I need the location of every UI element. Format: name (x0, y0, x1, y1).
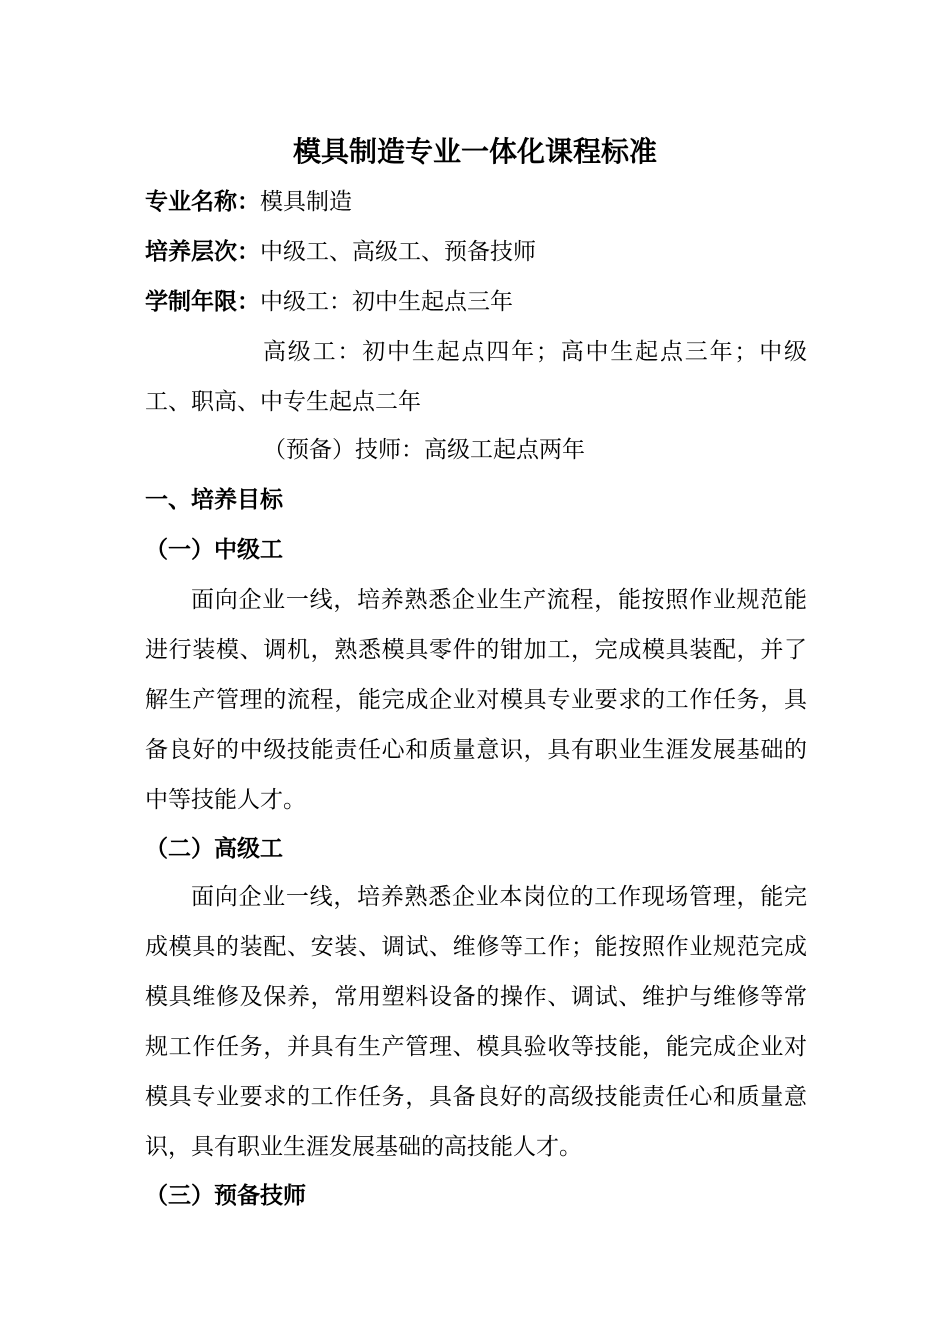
duration-line3: （预备）技师：高级工起点两年 (263, 437, 585, 463)
duration-line2: 高级工：初中生起点四年；高中生起点三年；中级工、职高、中专生起点二年 (145, 339, 807, 415)
section-heading-goals: 一、培养目标 (145, 487, 283, 513)
level-label: 培养层次： (145, 239, 260, 265)
major-value: 模具制造 (260, 189, 352, 215)
intermediate-body: 面向企业一线，培养熟悉企业生产流程，能按照作业规范能进行装模、调机，熟悉模具零件的钳加工，完成模具装配，并了解生产管理的流程，能完成企业对模具专业要求的工作任务，具备良好的中级技能责任心和质量意识，具有职业生涯发展基础的中等技能人才。 (145, 587, 807, 813)
duration-label: 学制年限： (145, 289, 260, 315)
subsection-heading-intermediate: （一）中级工 (145, 537, 283, 563)
subsection-heading-technician: （三）预备技师 (145, 1183, 306, 1209)
level-value: 中级工、高级工、预备技师 (260, 239, 536, 265)
subsection-heading-advanced: （二）高级工 (145, 836, 283, 862)
duration-row (145, 287, 513, 317)
document-title: 模具制造专业一体化课程标准 (292, 135, 657, 168)
advanced-body: 面向企业一线，培养熟悉企业本岗位的工作现场管理，能完成模具的装配、安装、调试、维修等工作；能按照作业规范完成模具维修及保养，常用塑料设备的操作、调试、维护与维修等常规工作任务，并具有生产管理、模具验收等技能，能完成企业对模具专业要求的工作任务，具备良好的高级技能责任心和质量意识，具有职业生涯发展基础的高技能人才。 (145, 884, 807, 1160)
duration-line1: 中级工：初中生起点三年 (260, 289, 513, 315)
major-label: 专业名称： (145, 189, 260, 215)
major-row (145, 187, 352, 217)
level-row (145, 237, 536, 267)
